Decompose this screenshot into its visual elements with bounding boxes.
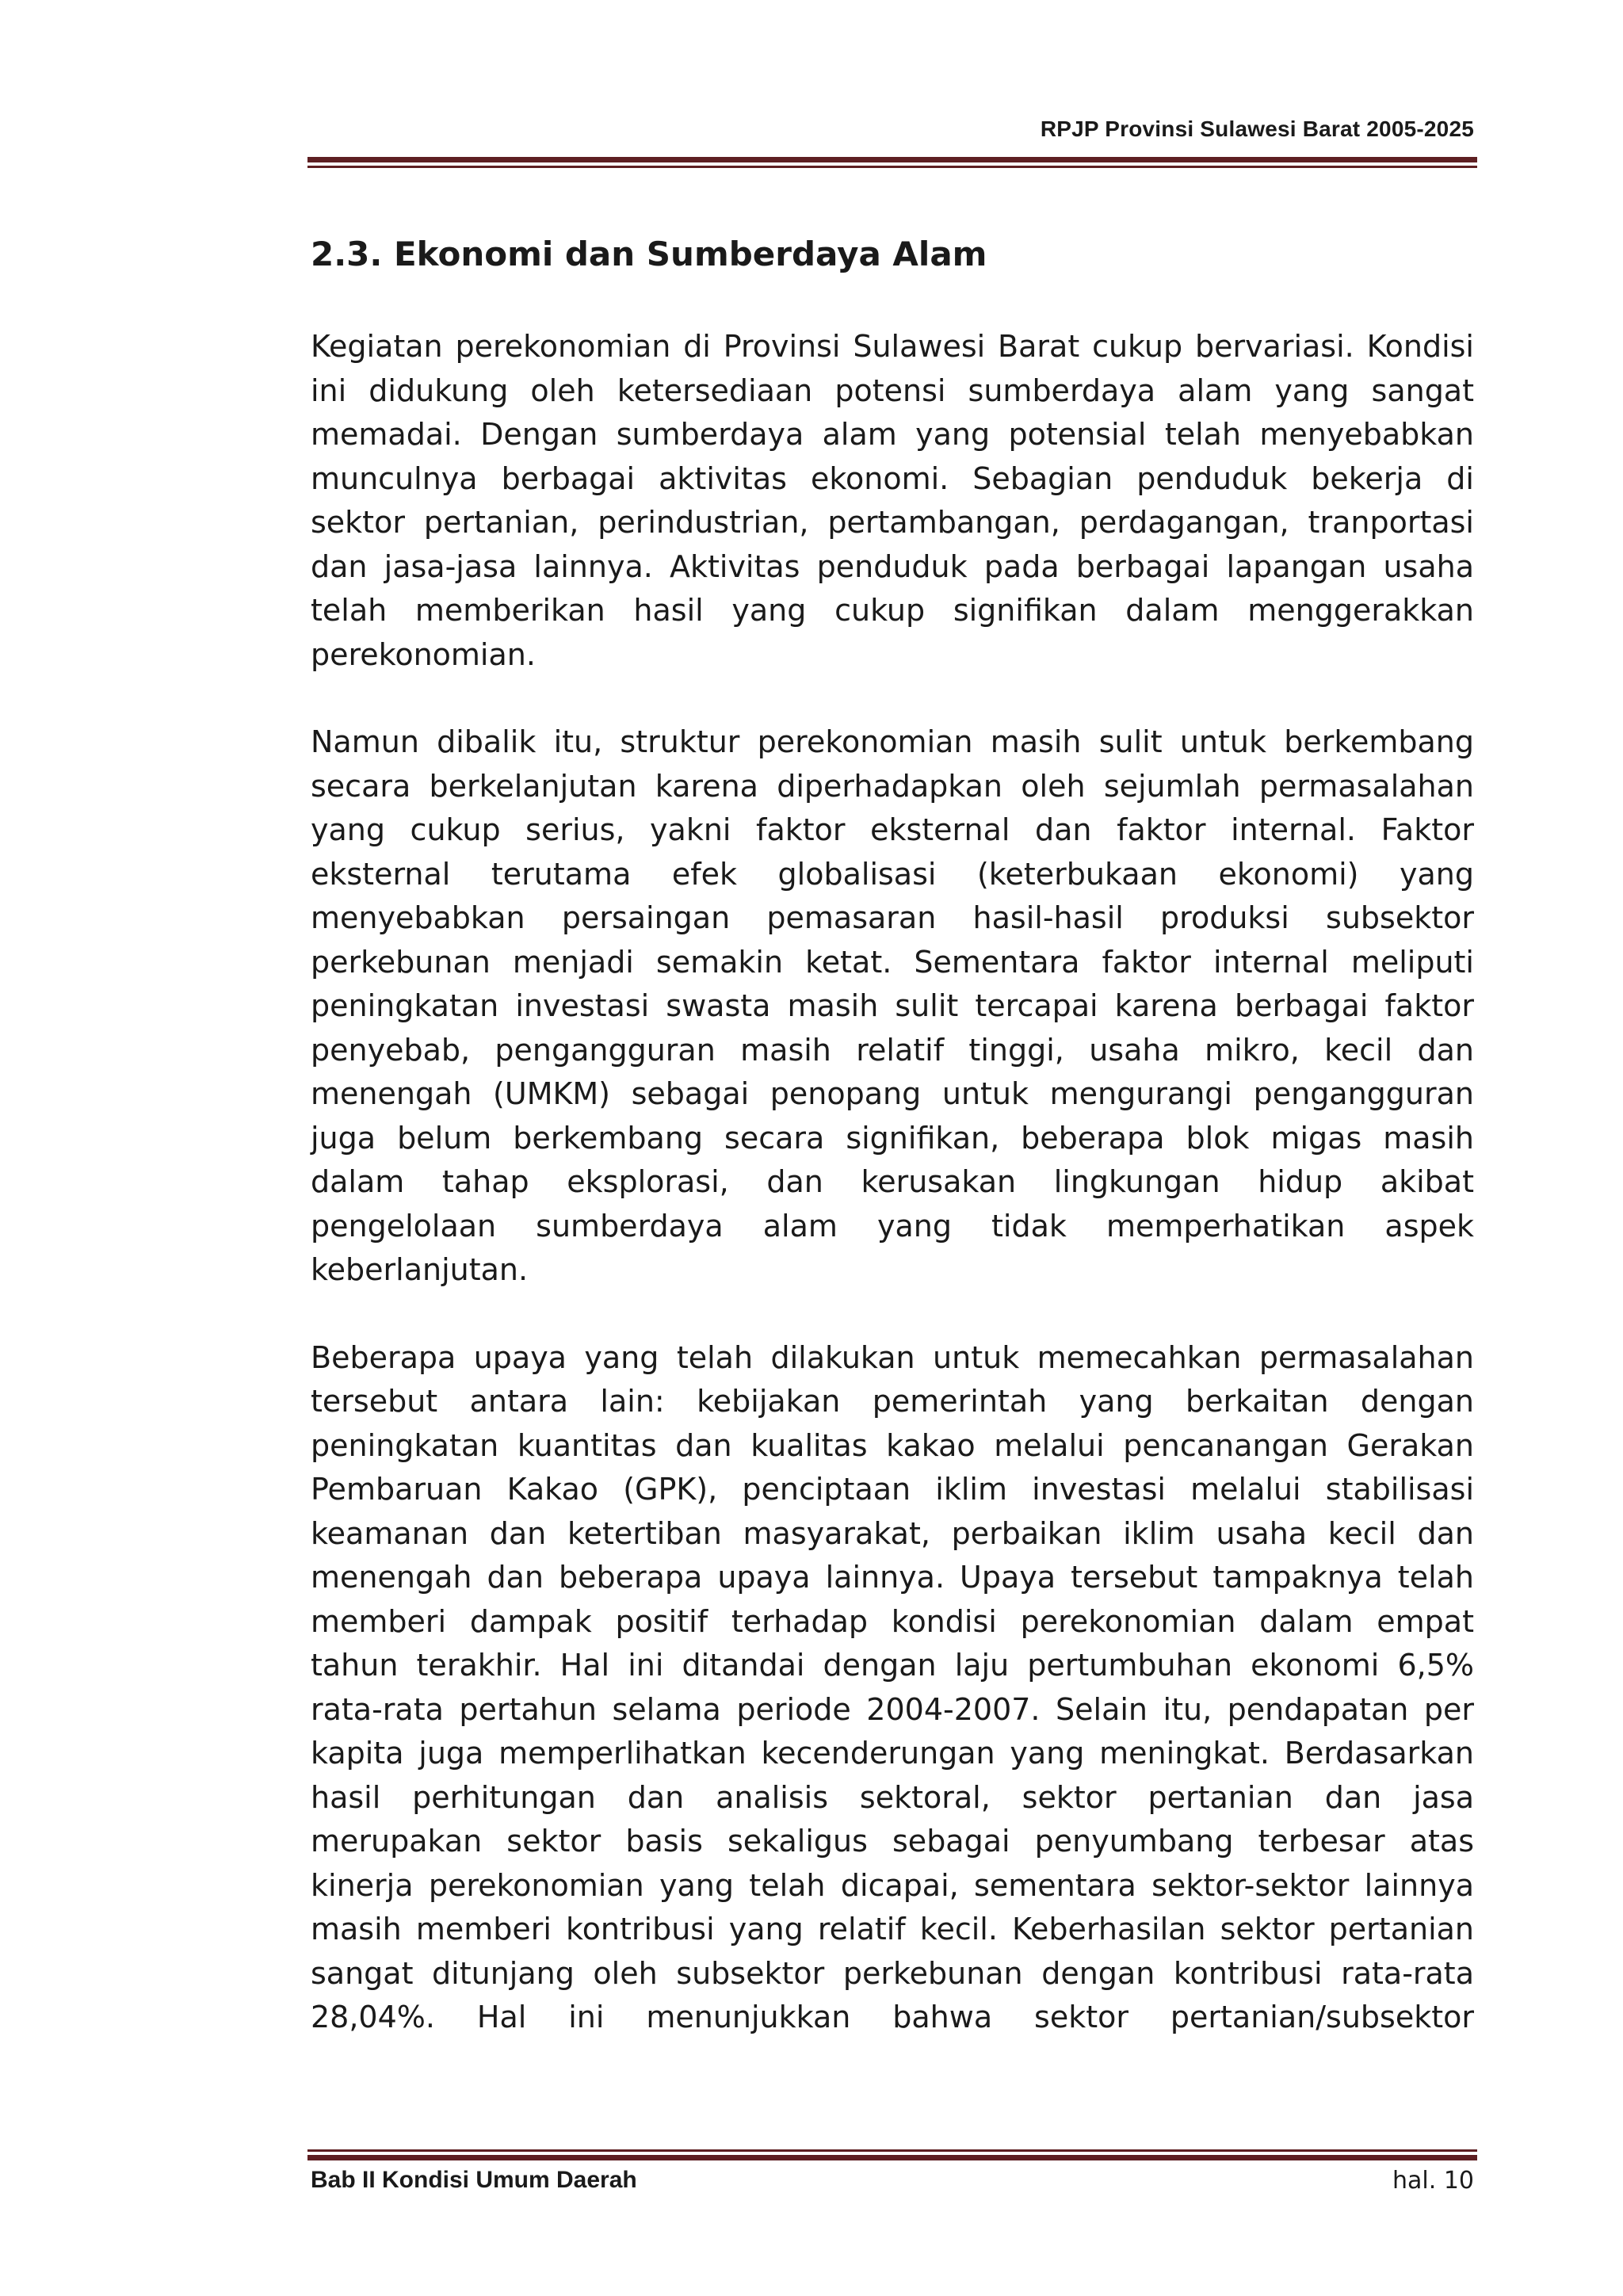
- footer-rule-thin: [307, 2149, 1477, 2152]
- paragraph-2: Namun dibalik itu, struktur perekonomian masih sulit untuk berkembang secara berkelanjutan karena diperhadapkan oleh sejumlah permasalahan yang cukup serius, yakni faktor eksternal dan faktor internal. Faktor eksternal terutama efek globalisasi (keterbukaan ekonomi) yang menyebabkan persaingan pemasaran hasil-hasil produksi subsektor perkebunan menjadi semakin ketat. Sementara faktor internal meliputi peningkatan investasi swasta masih sulit tercapai karena berbagai faktor penyebab, pengangguran masih relatif tinggi, usaha mikro, kecil dan menengah (UMKM) sebagai penopang untuk mengurangi pengangguran juga belum berkembang secara signifikan, beberapa blok migas masih dalam tahap eksplorasi, dan kerusakan lingkungan hidup akibat pengelolaan sumberdaya alam yang tidak memperhatikan aspek keberlanjutan.: [311, 724, 1474, 1287]
- section-body: [311, 325, 1474, 2084]
- footer-chapter: Bab II Kondisi Umum Daerah: [311, 2167, 637, 2193]
- footer-rule-thick: [307, 2155, 1477, 2160]
- paragraph-3: Beberapa upaya yang telah dilakukan untuk memecahkan permasalahan tersebut antara lain: kebijakan pemerintah yang berkaitan dengan peningkatan kuantitas dan kualitas kakao melalui pencanangan Gerakan Pembaruan Kakao (GPK), penciptaan iklim investasi melalui stabilisasi keamanan dan ketertiban masyarakat, perbaikan iklim usaha kecil dan menengah dan beberapa upaya lainnya. Upaya tersebut tampaknya telah memberi dampak positif terhadap kondisi perekonomian dalam empat tahun terakhir. Hal ini ditandai dengan laju pertumbuhan ekonomi 6,5% rata-rata pertahun selama periode 2004-2007. Selain itu, pendapatan per kapita juga memperlihatkan kecenderungan yang meningkat. Berdasarkan hasil perhitungan dan analisis sektoral, sektor pertanian dan jasa merupakan sektor basis sekaligus sebagai penyumbang terbesar atas kinerja perekonomian yang telah dicapai, sementara sektor-sektor lainnya masih memberi kontribusi yang relatif kecil. Keberhasilan sektor pertanian sangat ditunjang oleh subsektor perkebunan dengan kontribusi rata-rata 28,04%. Hal ini menunjukkan bahwa sektor pertanian/subsektor: [311, 1339, 1474, 2034]
- header-rule-thick: [307, 157, 1477, 162]
- header-rule-thin: [307, 166, 1477, 168]
- running-header: RPJP Provinsi Sulawesi Barat 2005-2025: [1040, 117, 1474, 141]
- paragraph-1: Kegiatan perekonomian di Provinsi Sulawesi Barat cukup bervariasi. Kondisi ini didukung oleh ketersediaan potensi sumberdaya alam yang sangat memadai. Dengan sumberdaya alam yang potensial telah menyebabkan munculnya berbagai aktivitas ekonomi. Sebagian penduduk bekerja di sektor pertanian, perindustrian, pertambangan, perdagangan, tranportasi dan jasa-jasa lainnya. Aktivitas penduduk pada berbagai lapangan usaha telah memberikan hasil yang cukup signifikan dalam menggerakkan perekonomian.: [311, 329, 1474, 672]
- page-number: hal. 10: [1392, 2167, 1474, 2195]
- section-title: 2.3. Ekonomi dan Sumberdaya Alam: [311, 235, 987, 273]
